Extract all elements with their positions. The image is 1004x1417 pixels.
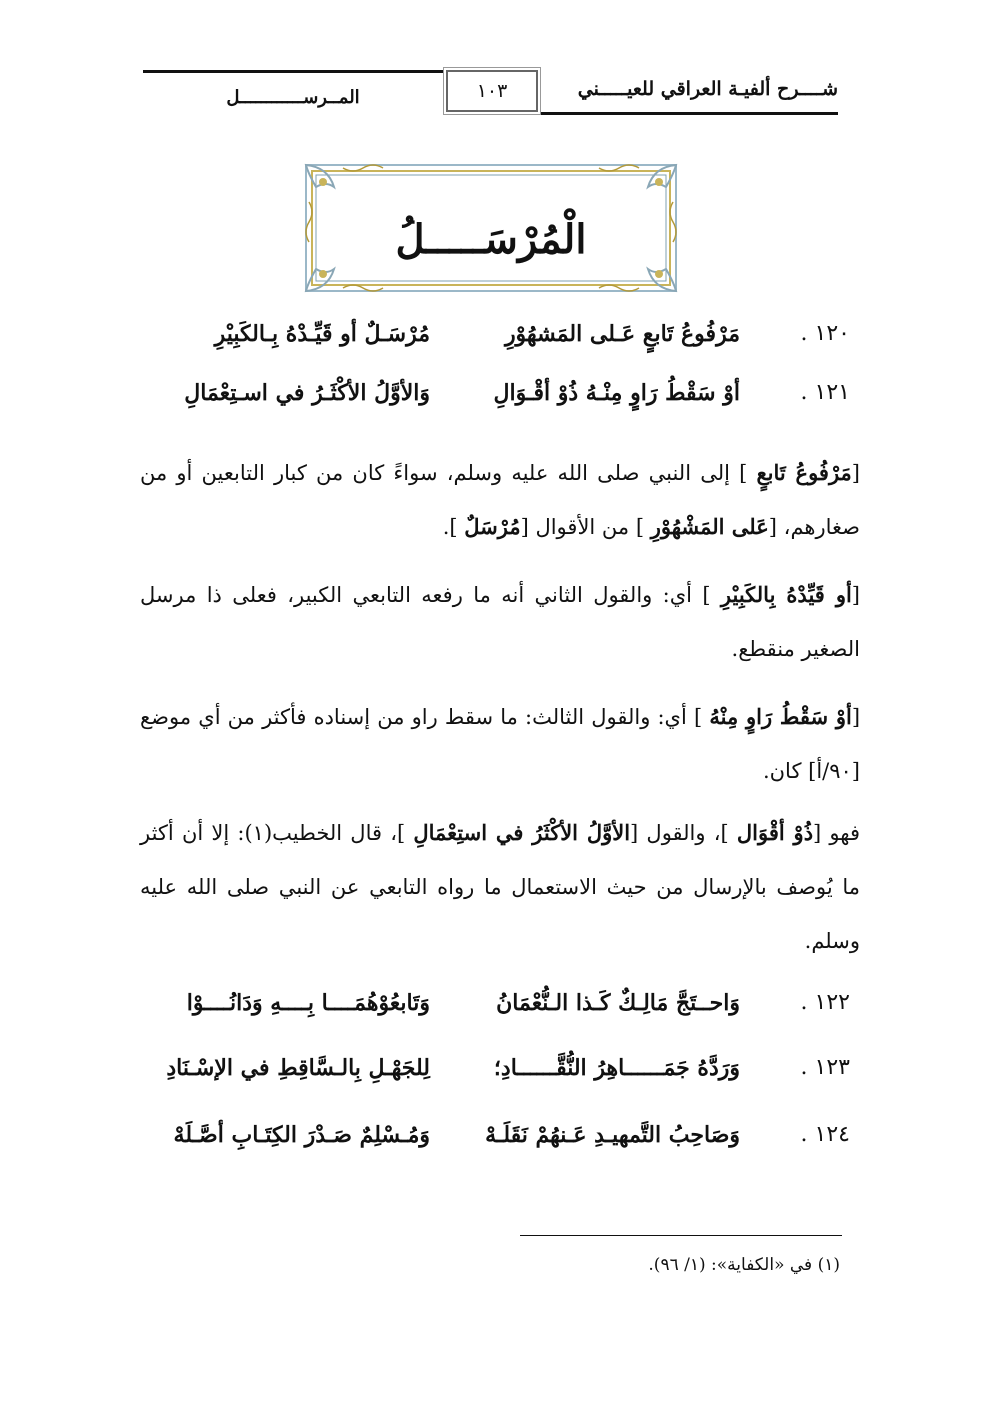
commentary-paragraph [140,806,860,968]
verse-hemistich-first: وَرَدَّهُ جَمَــــــاهِرُ النُّقَّــــــادِ؛ [493,1055,740,1081]
footnote-separator [520,1235,842,1236]
section-title-frame [303,162,679,294]
verse-number: ١٢٠ . [800,321,850,346]
commentary-text: ]. [442,515,465,539]
verse-line [120,1047,850,1097]
section-title: الْمُرْسَـــــلُ [395,216,587,263]
quoted-verse-phrase: الأوَّلُ الأكْثَرُ في استِعْمَالِ [413,820,631,845]
quoted-verse-phrase: أو قَيِّدْهُ بِالكَبِيْرِ [720,582,852,607]
page-number: ١٠٣ [446,70,538,112]
commentary-text: ]، والقول [ [630,821,737,845]
commentary-text: ] إلى النبي صلى الله عليه وسلم، سواءً كان من كبار التابعين أو من صغارهم، [ [140,461,860,539]
verse-number: ١٢٤ . [800,1122,850,1147]
verse-hemistich-second: مُرْسَـلٌ أو قَيِّـدْهُ بِـالكَبِيْرِ [214,321,430,347]
commentary-paragraph: [أوْ سَقْطُ رَاوٍ مِنْهُ ] أي: والقول الثالث: ما سقط راو من إسناده فأكثر من أي موضع [٩٠/أ] كان. [140,704,861,783]
quoted-verse-phrase: مُرْسَلٌ [464,514,521,539]
verse-hemistich-first: مَرْفُوعُ تَابعٍ عَـلى المَشهُوْرِ [504,321,740,347]
commentary-text: ] أي: والقول الثاني أنه ما رفعه التابعي الكبير، فعلى ذا مرسل الصغير منقطع. [140,583,860,661]
verse-hemistich-second: وَالأوَّلُ الأكْثَـرُ في اسـتِعْمَالِ [184,380,430,406]
quoted-verse-phrase: مَرْفُوعُ تَابعٍ [756,460,852,485]
running-header-book-title: شــــرح ألفيـة العراقي للعيـــــني [540,72,838,115]
verse-number: ١٢١ . [800,380,850,405]
commentary-text: فهو [ [813,821,860,845]
commentary-text: ]، قال الخطيب(١): إلا أن أكثر ما يُوصف بالإرسال من حيث الاستعمال ما رواه التابعي عن النبي صلى الله عليه وسلم. [140,821,860,953]
verse-line [120,313,850,363]
verse-hemistich-first: وَصَاحِبُ التَّمهيـدِ عَـنهُمْ نَقَلَـهْ [485,1122,740,1148]
verse-hemistich-second: وَمُـسْلِمٌ صَـدْرَ الكِتَـابِ أصَّـلَهْ [173,1122,430,1148]
quoted-verse-phrase: ذُوْ أقْوَال [736,820,814,845]
verse-hemistich-first: أوْ سَقْطُ رَاوٍ مِنْـهُ ذُوْ أقْـوَالِ [493,380,740,406]
commentary-paragraph: [أو قَيِّدْهُ بِالكَبِيْرِ ] أي: والقول الثاني أنه ما رفعه التابعي الكبير، فعلى ذا مرسل الصغير منقطع. [140,582,860,661]
quoted-verse-phrase: عَلى المَشْهُوْرِ [650,514,769,539]
commentary-text: ] من الأقوال [ [520,515,651,539]
verse-line [120,372,850,422]
quoted-verse-phrase: أوْ سَقْطُ رَاوٍ مِنْهُ [709,704,852,729]
verse-hemistich-second: لِلجَهْـلِ بِالـسَّاقِطِ في الإسْـنَادِ [166,1055,430,1081]
commentary-paragraph: [مَرْفُوعُ تَابعٍ ] إلى النبي صلى الله عليه وسلم، سواءً كان من كبار التابعين أو من صغارهم، [عَلى المَشْهُوْرِ ] من الأقوال [مُرْسَلٌ ]. [140,460,860,539]
running-header-chapter: المــرســــــــــــل [143,70,443,113]
footnote: (١) في «الكفاية»: (١/ ٩٦). [648,1255,840,1275]
commentary-text: ] أي: والقول الثالث: ما سقط راو من إسناده فأكثر من أي موضع [٩٠/أ] كان. [140,705,860,783]
verse-line [120,982,850,1032]
verse-hemistich-second: وَتَابعُوْهُمَــــا بِــــهِ وَدَانُــــوْا [186,990,430,1016]
verse-number: ١٢٢ . [800,990,850,1015]
verse-line [120,1114,850,1164]
verse-number: ١٢٣ . [800,1055,850,1080]
verse-hemistich-first: وَاحــتَجَّ مَالِـكٌ كَـذا الـنُّعْمَانُ [496,990,740,1016]
